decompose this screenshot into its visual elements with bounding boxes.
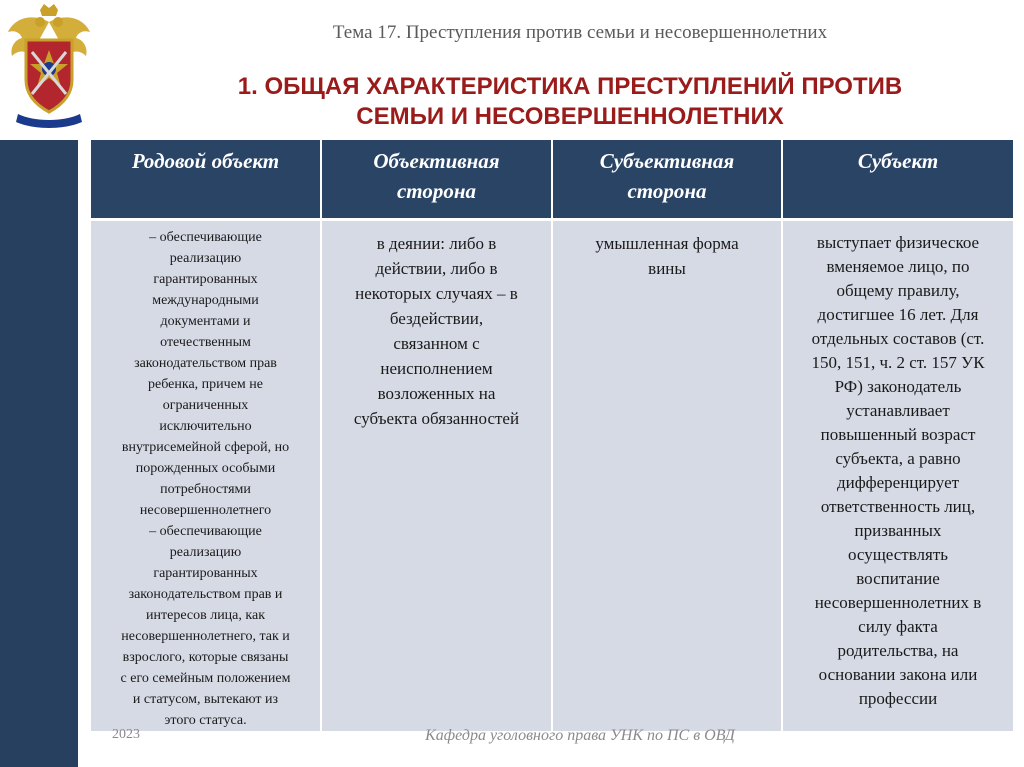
text-line: – обеспечивающие	[149, 230, 262, 245]
text-line: ребенка, причем не	[148, 377, 263, 392]
text-line: порожденных особыми	[135, 461, 276, 476]
cell-subject	[782, 220, 1013, 732]
cell-generic-object	[91, 220, 321, 732]
text-line: этого статуса.	[164, 713, 247, 728]
text-line: умышленная форма	[595, 234, 739, 253]
text-line: достигшее 16 лет. Для	[817, 305, 979, 324]
text-line: реализацию	[169, 251, 242, 266]
text-line: несовершеннолетнего, так и	[121, 629, 290, 644]
text-line: и статусом, вытекают из	[132, 692, 279, 707]
characteristics-table	[91, 140, 1013, 731]
left-accent-bar	[0, 140, 78, 767]
header-subject	[782, 140, 1013, 220]
footer-year: 2023	[112, 727, 140, 742]
text-line: родительства, на	[837, 641, 959, 660]
text-line: выступает физическое	[816, 233, 980, 252]
double-headed-eagle-emblem-icon	[4, 2, 94, 130]
page-title-line: 1. ОБЩАЯ ХАРАКТЕРИСТИКА ПРЕСТУПЛЕНИЙ ПРОТИВ	[237, 73, 903, 100]
text-line: некоторых случаях – в	[355, 284, 518, 303]
text-line: связанном с	[393, 334, 480, 353]
text-line: исключительно	[159, 419, 252, 434]
text-line: отдельных составов (ст.	[811, 329, 985, 348]
header-objective-side	[321, 140, 552, 220]
header-subjective-side	[552, 140, 782, 220]
text-line: субъекта обязанностей	[353, 409, 520, 428]
page-title	[120, 72, 1020, 132]
topic-title: Тема 17. Преступления против семьи и несовершеннолетних	[332, 22, 828, 43]
text-line: интересов лица, как	[146, 608, 265, 623]
header-line: сторона	[627, 179, 707, 203]
text-line: 150, 151, ч. 2 ст. 157 УК	[811, 353, 985, 372]
text-line: документами и	[160, 314, 251, 329]
text-line: основании закона или	[818, 665, 978, 684]
text-line: общему правилу,	[836, 281, 960, 300]
text-line: неисполнением	[380, 359, 493, 378]
header-line: Объективная	[373, 149, 500, 173]
text-line: устанавливает	[846, 401, 950, 420]
text-line: возложенных на	[377, 384, 496, 403]
text-line: гарантированных	[153, 566, 258, 581]
table-row	[91, 220, 1013, 732]
cell-subjective-side	[552, 220, 782, 732]
text-line: ответственность лиц,	[820, 497, 976, 516]
page-title-line: СЕМЬИ И НЕСОВЕРШЕННОЛЕТНИХ	[356, 103, 784, 130]
text-line: отечественным	[160, 335, 251, 350]
text-line: внутрисемейной сферой, но	[121, 440, 290, 455]
text-line: субъекта, а равно	[835, 449, 961, 468]
header-line: Субъективная	[599, 149, 735, 173]
text-line: несовершеннолетних в	[814, 593, 982, 612]
text-line: вины	[648, 259, 686, 278]
text-line: несовершеннолетнего	[139, 503, 272, 518]
footer-department: Кафедра уголовного права УНК по ПС в ОВД	[425, 727, 735, 744]
text-line: международными	[152, 293, 259, 308]
text-line: воспитание	[856, 569, 940, 588]
text-line: осуществлять	[847, 545, 949, 564]
text-line: гарантированных	[153, 272, 258, 287]
text-line: действии, либо в	[375, 259, 498, 278]
text-line: – обеспечивающие	[149, 524, 262, 539]
text-line: реализацию	[169, 545, 242, 560]
text-line: в деянии: либо в	[376, 234, 497, 253]
text-line: ограниченных	[162, 398, 249, 413]
table-header-row	[91, 140, 1013, 220]
text-line: повышенный возраст	[820, 425, 976, 444]
text-line: взрослого, которые связаны	[122, 650, 289, 665]
text-line: силу факта	[858, 617, 938, 636]
text-line: потребностями	[160, 482, 251, 497]
text-line: законодательством прав	[134, 356, 277, 371]
text-line: с его семейным положением	[120, 671, 291, 686]
cell-objective-side	[321, 220, 552, 732]
header-line: Субъект	[857, 149, 939, 173]
text-line: РФ) законодатель	[834, 377, 962, 396]
text-line: вменяемое лицо, по	[826, 257, 970, 276]
text-line: бездействии,	[389, 309, 484, 328]
header-generic-object	[91, 140, 321, 220]
text-line: дифференцирует	[836, 473, 960, 492]
text-line: призванных	[854, 521, 942, 540]
text-line: профессии	[858, 689, 938, 708]
header-line: Родовой объект	[131, 149, 280, 173]
text-line: законодательством прав и	[128, 587, 283, 602]
header-line: сторона	[396, 179, 477, 203]
